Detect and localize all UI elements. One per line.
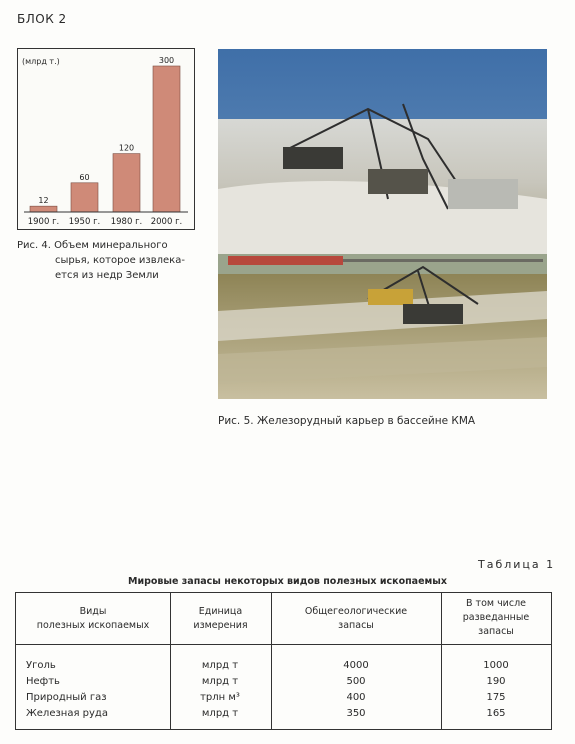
category-label: 2000 г. bbox=[150, 217, 183, 227]
bar-chart bbox=[17, 48, 195, 230]
bar-value-label: 60 bbox=[79, 172, 90, 182]
header-kind: Виды полезных ископаемых bbox=[36, 606, 150, 631]
chart-canvas bbox=[18, 49, 194, 229]
bar-value-label: 120 bbox=[118, 143, 135, 153]
fig4-line-2: сырья, которое извлека- bbox=[55, 255, 185, 266]
category-label: 1980 г. bbox=[110, 217, 143, 227]
header-total: Общегеологические запасы bbox=[304, 606, 408, 631]
category-label: 1950 г. bbox=[68, 217, 101, 227]
figure-4-caption bbox=[17, 238, 199, 283]
header-divider bbox=[16, 644, 551, 645]
quarry-photo bbox=[218, 49, 547, 399]
fig4-line-3: ется из недр Земли bbox=[55, 270, 159, 281]
bar-value-label: 12 bbox=[38, 196, 49, 206]
table-title: Мировые запасы некоторых видов полезных ископаемых bbox=[127, 576, 447, 587]
bar-1900 г. bbox=[30, 206, 57, 212]
bar-1950 г. bbox=[71, 183, 98, 212]
block-label: БЛОК 2 bbox=[17, 12, 67, 26]
chart-unit-label: (млрд т.) bbox=[22, 57, 60, 66]
figure-5-caption: Рис. 5. Железорудный карьер в бассейне КМА bbox=[218, 415, 476, 427]
header-explored: В том числе разведанные запасы bbox=[462, 598, 530, 637]
header-unit: Единица измерения bbox=[193, 606, 248, 631]
bar-value-label: 300 bbox=[158, 56, 175, 65]
bar-2000 г. bbox=[153, 66, 180, 212]
reserves-table: Виды полезных ископаемых Единица измерения Общегеологические запасы В том числе разведанные запасы Уголь млрд т 4000 1000 Нефть млрд т 500 190 Природный газ трлн м³ 400 175 Железная руда млрд т 350 165 bbox=[15, 592, 552, 730]
fig4-line-1: Рис. 4. Объем минерального bbox=[17, 240, 168, 251]
table-number: Таблица 1 bbox=[478, 558, 556, 571]
category-label: 1900 г. bbox=[27, 217, 60, 227]
bar-1980 г. bbox=[113, 154, 140, 212]
